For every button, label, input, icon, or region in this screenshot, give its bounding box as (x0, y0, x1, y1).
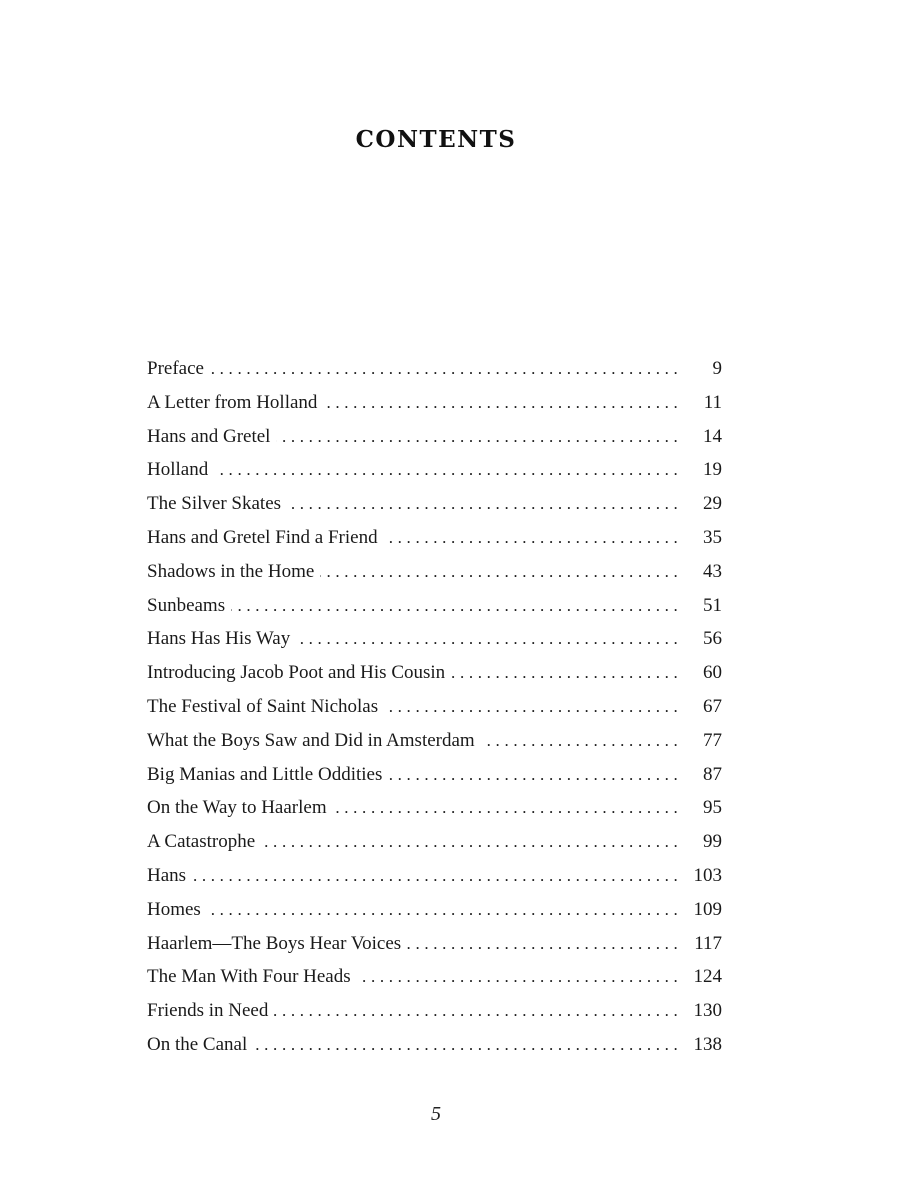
toc-entry-title: Hans (147, 864, 187, 886)
toc-entry[interactable] (147, 1034, 722, 1068)
toc-entry-page: 130 (693, 1000, 722, 1022)
table-of-contents (147, 358, 722, 1068)
toc-entry-page: 138 (693, 1033, 722, 1055)
toc-entry[interactable] (147, 662, 722, 696)
toc-entry-title: Homes (147, 898, 201, 920)
toc-entry-title: Holland (147, 459, 209, 481)
toc-entry[interactable] (147, 899, 722, 933)
dot-leader (231, 596, 678, 615)
dot-leader (481, 731, 678, 750)
toc-entry[interactable] (147, 493, 722, 527)
toc-entry-page: 43 (703, 560, 722, 582)
dot-leader (296, 629, 678, 648)
toc-entry-page: 56 (703, 628, 722, 650)
dot-leader (357, 967, 678, 986)
dot-leader (207, 900, 678, 919)
dot-leader (333, 798, 678, 817)
toc-entry[interactable] (147, 933, 722, 967)
dot-leader (274, 1001, 678, 1020)
dot-leader (214, 460, 678, 479)
toc-entry[interactable] (147, 595, 722, 629)
toc-entry-title: Big Manias and Little Oddities (147, 763, 383, 785)
toc-entry[interactable] (147, 459, 722, 493)
toc-entry-title: On the Canal (147, 1033, 248, 1055)
toc-entry-page: 29 (703, 493, 722, 515)
toc-entry[interactable] (147, 764, 722, 798)
dot-leader (320, 562, 678, 581)
toc-entry-title: A Letter from Holland (147, 391, 318, 413)
dot-leader (261, 832, 678, 851)
toc-entry-page: 19 (703, 459, 722, 481)
toc-entry[interactable] (147, 831, 722, 865)
toc-entry-title: Shadows in the Home (147, 560, 315, 582)
toc-entry-page: 77 (703, 729, 722, 751)
toc-entry-page: 60 (703, 662, 722, 684)
toc-entry-page: 95 (703, 797, 722, 819)
dot-leader (451, 663, 678, 682)
toc-entry-title: The Man With Four Heads (147, 966, 351, 988)
toc-entry[interactable] (147, 696, 722, 730)
toc-entry-title: Hans and Gretel (147, 425, 271, 447)
dot-leader (210, 359, 678, 378)
toc-entry-page: 99 (703, 831, 722, 853)
toc-entry-page: 14 (703, 425, 722, 447)
toc-entry-page: 124 (693, 966, 722, 988)
toc-entry-title: Hans Has His Way (147, 628, 291, 650)
toc-entry[interactable] (147, 628, 722, 662)
toc-entry-page: 109 (693, 898, 722, 920)
toc-entry-title: The Silver Skates (147, 493, 282, 515)
toc-entry-title: Haarlem—The Boys Hear Voices (147, 932, 402, 954)
toc-entry[interactable] (147, 730, 722, 764)
toc-entry[interactable] (147, 797, 722, 831)
toc-entry[interactable] (147, 358, 722, 392)
toc-entry-title: On the Way to Haarlem (147, 797, 327, 819)
dot-leader (276, 427, 678, 446)
toc-entry[interactable] (147, 426, 722, 460)
toc-entry-title: Preface (147, 358, 204, 379)
toc-entry[interactable] (147, 561, 722, 595)
toc-entry-title: Introducing Jacob Poot and His Cousin (147, 662, 446, 684)
toc-entry-page: 35 (703, 526, 722, 548)
toc-entry-title: Hans and Gretel Find a Friend (147, 526, 378, 548)
page-title: CONTENTS (355, 126, 517, 153)
toc-entry-title: A Catastrophe (147, 831, 256, 853)
dot-leader (192, 866, 678, 885)
toc-entry[interactable] (147, 966, 722, 1000)
dot-leader (287, 494, 678, 513)
dot-leader (384, 528, 678, 547)
dot-leader (407, 934, 678, 953)
dot-leader (384, 697, 678, 716)
toc-entry-page: 11 (703, 391, 722, 413)
toc-entry[interactable] (147, 1000, 722, 1034)
toc-entry-page: 87 (703, 763, 722, 785)
page-number: 5 (431, 1103, 441, 1125)
toc-entry-page: 117 (694, 932, 722, 954)
toc-entry-page: 103 (693, 864, 722, 886)
toc-entry[interactable] (147, 392, 722, 426)
toc-entry-title: Sunbeams (147, 594, 226, 616)
toc-entry-title: The Festival of Saint Nicholas (147, 695, 379, 717)
dot-leader (253, 1035, 678, 1054)
toc-entry-page: 9 (712, 358, 722, 379)
toc-entry[interactable] (147, 527, 722, 561)
toc-entry-page: 51 (703, 594, 722, 616)
toc-entry-page: 67 (703, 695, 722, 717)
toc-entry[interactable] (147, 865, 722, 899)
dot-leader (388, 765, 678, 784)
toc-entry-title: Friends in Need (147, 1000, 269, 1022)
toc-entry-title: What the Boys Saw and Did in Amsterdam (147, 729, 475, 751)
dot-leader (323, 393, 678, 412)
